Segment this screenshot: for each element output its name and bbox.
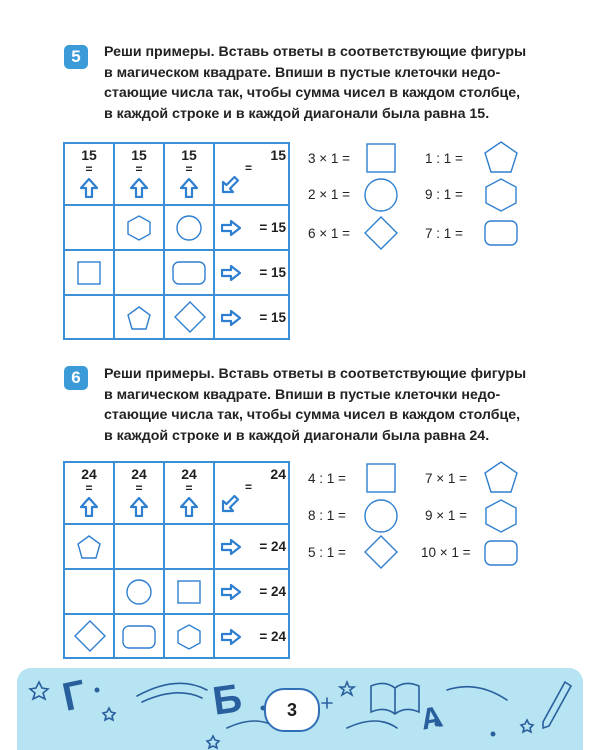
- cell-r2-c3: [165, 570, 215, 615]
- circle-icon: [126, 579, 152, 605]
- cell-r1-c1: [65, 525, 115, 570]
- example: 10 × 1 =: [421, 545, 471, 560]
- arrow-up-icon: [80, 178, 98, 198]
- star-icon: [103, 708, 115, 720]
- task-6-line-2: в магическом квадрате. Впиши в пустые клеточки недо-: [104, 386, 501, 403]
- col-sum: 15: [181, 147, 197, 163]
- example: 1 : 1 =: [425, 151, 463, 166]
- cell-r3-c3: [165, 296, 215, 340]
- example: 5 : 1 =: [308, 545, 346, 560]
- row-sum: = 24: [259, 629, 286, 644]
- task-6-line-1: Реши примеры. Вставь ответы в соответствующие фигуры: [104, 366, 527, 382]
- cell-r3-c1: [65, 615, 115, 659]
- header-col-2: [115, 144, 165, 206]
- star-icon: [30, 682, 48, 699]
- task-5-line-1: Реши примеры. Вставь ответы в соответствующие фигуры: [104, 44, 527, 60]
- task-5-line-3: стающие числа так, чтобы сумма чисел в каждом столбце,: [104, 85, 521, 101]
- star-icon: [207, 736, 219, 748]
- open-book-icon: [371, 683, 419, 714]
- arrow-up-icon: [130, 178, 148, 198]
- equals-sign: =: [85, 162, 93, 176]
- circle-icon[interactable]: [364, 178, 398, 212]
- example: 2 × 1 =: [308, 187, 351, 202]
- square-icon[interactable]: [366, 463, 396, 493]
- example: 7 × 1 =: [425, 471, 468, 486]
- task-5-instructions: [104, 42, 534, 124]
- task-6-line-3: стающие числа так, чтобы сумма чисел в каждом столбце,: [104, 407, 521, 423]
- page-number: 3: [264, 688, 320, 732]
- example: 6 × 1 =: [308, 226, 351, 241]
- diagonal-sum: 24: [270, 466, 286, 482]
- col-sum: 15: [81, 147, 97, 163]
- equals-sign: =: [185, 162, 193, 176]
- diamond-icon[interactable]: [364, 216, 398, 250]
- header-col-1: [65, 144, 115, 206]
- rounded-rect-icon: [122, 625, 156, 649]
- header-col-2: [115, 463, 165, 525]
- equals-sign: =: [185, 481, 193, 495]
- row-sum-2: [215, 251, 290, 296]
- letter-decoration: Б: [210, 676, 245, 724]
- task-5-number: 5: [64, 45, 88, 69]
- cell-r2-c1: [65, 251, 115, 296]
- arrow-up-icon: [180, 497, 198, 517]
- rounded-rect-icon[interactable]: [484, 220, 518, 246]
- swirl-decoration: [142, 693, 202, 702]
- swirl-decoration: [447, 687, 507, 700]
- header-col-3: [165, 144, 215, 206]
- equals-sign: =: [135, 481, 143, 495]
- task-6-number: 6: [64, 366, 88, 390]
- cell-r3-c3: [165, 615, 215, 659]
- arrow-right-icon: [221, 310, 241, 326]
- circle-icon[interactable]: [364, 499, 398, 533]
- cell-r1-c2: [115, 525, 165, 570]
- sparkle-icon: [322, 698, 332, 708]
- cell-r3-c2: [115, 615, 165, 659]
- pentagon-icon: [127, 306, 151, 330]
- row-sum: = 24: [259, 539, 286, 554]
- square-icon: [177, 580, 201, 604]
- letter-decoration: Г: [58, 672, 90, 720]
- example: 3 × 1 =: [308, 151, 351, 166]
- cell-r1-c3: [165, 206, 215, 251]
- rounded-rect-icon: [172, 261, 206, 285]
- example: 4 : 1 =: [308, 471, 346, 486]
- dot-decoration: [95, 688, 100, 693]
- col-sum: 15: [131, 147, 147, 163]
- magic-square-6: [63, 461, 290, 659]
- example: 9 × 1 =: [425, 508, 468, 523]
- arrow-right-icon: [221, 629, 241, 645]
- example: 7 : 1 =: [425, 226, 463, 241]
- arrow-right-icon: [221, 265, 241, 281]
- cell-r2-c2: [115, 251, 165, 296]
- cell-r1-c2: [115, 206, 165, 251]
- circle-icon: [176, 215, 202, 241]
- task-5-line-2: в магическом квадрате. Впиши в пустые клеточки недо-: [104, 64, 501, 81]
- pentagon-icon[interactable]: [484, 141, 518, 173]
- equals-sign: =: [85, 481, 93, 495]
- row-sum-1: [215, 525, 290, 570]
- pencil-icon: [543, 682, 571, 728]
- diamond-icon: [74, 620, 106, 652]
- cell-r1-c1: [65, 206, 115, 251]
- example: 9 : 1 =: [425, 187, 463, 202]
- col-sum: 24: [81, 466, 97, 482]
- row-sum-3: [215, 296, 290, 340]
- header-col-3: [165, 463, 215, 525]
- arrow-up-icon: [130, 497, 148, 517]
- task-6-instructions: [104, 364, 534, 446]
- arrow-up-icon: [180, 178, 198, 198]
- cell-r1-c3: [165, 525, 215, 570]
- equals-sign: =: [245, 161, 253, 175]
- pentagon-icon: [77, 535, 101, 559]
- arrow-right-icon: [221, 539, 241, 555]
- arrow-up-icon: [80, 497, 98, 517]
- arrow-diagonal-icon: [221, 493, 241, 513]
- diamond-icon: [174, 301, 206, 333]
- task-5-line-4: в каждой строке и в каждой диагонали была равна 15.: [104, 105, 490, 122]
- hexagon-icon: [126, 215, 152, 241]
- hexagon-icon[interactable]: [485, 499, 517, 533]
- col-sum: 24: [181, 466, 197, 482]
- row-sum: = 24: [259, 584, 286, 599]
- cell-r2-c2: [115, 570, 165, 615]
- row-sum: = 15: [259, 265, 286, 280]
- pentagon-icon[interactable]: [484, 461, 518, 493]
- col-sum: 24: [131, 466, 147, 482]
- row-sum-2: [215, 570, 290, 615]
- row-sum-3: [215, 615, 290, 659]
- rounded-rect-icon[interactable]: [484, 540, 518, 566]
- square-icon: [77, 261, 101, 285]
- hexagon-icon: [176, 624, 202, 650]
- dot-decoration: [491, 732, 496, 737]
- row-sum: = 15: [259, 310, 286, 325]
- arrow-diagonal-icon: [221, 174, 241, 194]
- task-6-line-4: в каждой строке и в каждой диагонали была равна 24.: [104, 427, 490, 444]
- diagonal-sum: 15: [270, 147, 286, 163]
- star-icon: [521, 720, 533, 732]
- star-icon: [340, 682, 354, 695]
- arrow-right-icon: [221, 220, 241, 236]
- equals-sign: =: [245, 480, 253, 494]
- swirl-decoration: [347, 721, 397, 728]
- cell-r3-c1: [65, 296, 115, 340]
- header-diagonal: [215, 463, 290, 525]
- square-icon[interactable]: [366, 143, 396, 173]
- cell-r2-c1: [65, 570, 115, 615]
- swirl-decoration: [137, 683, 207, 696]
- header-diagonal: [215, 144, 290, 206]
- row-sum: = 15: [259, 220, 286, 235]
- diamond-icon[interactable]: [364, 535, 398, 569]
- hexagon-icon[interactable]: [485, 178, 517, 212]
- row-sum-1: [215, 206, 290, 251]
- letter-decoration: А: [418, 700, 446, 737]
- example: 8 : 1 =: [308, 508, 346, 523]
- cell-r2-c3: [165, 251, 215, 296]
- header-col-1: [65, 463, 115, 525]
- arrow-right-icon: [221, 584, 241, 600]
- cell-r3-c2: [115, 296, 165, 340]
- magic-square-5: [63, 142, 290, 340]
- equals-sign: =: [135, 162, 143, 176]
